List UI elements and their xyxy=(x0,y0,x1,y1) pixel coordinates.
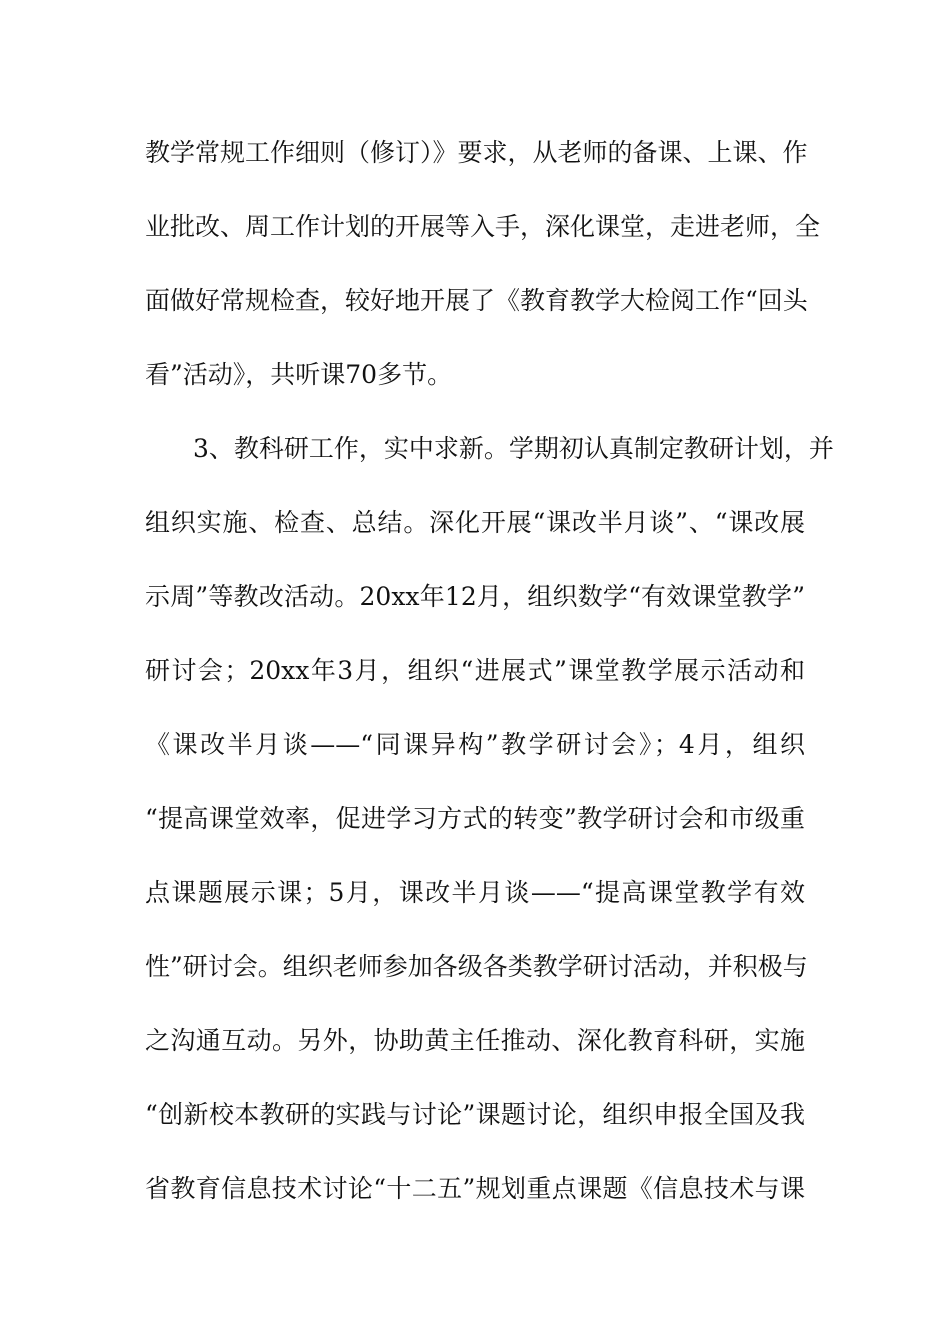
text-line-7: 示周”等教改活动。20xx年12月，组织数学“有效课堂教学” xyxy=(145,582,805,611)
text-line-6: 组织实施、检查、总结。深化开展“课改半月谈”、“课改展 xyxy=(145,508,805,537)
text-line-12: 性”研讨会。组织老师参加各级各类教学研讨活动，并积极与 xyxy=(145,952,808,981)
text-line-4: 看”活动》，共听课70多节。 xyxy=(145,360,453,389)
text-line-5: 3、教科研工作，实中求新。学期初认真制定教研计划，并 xyxy=(193,434,834,463)
text-line-3: 面做好常规检查，较好地开展了《教育教学大检阅工作“回头 xyxy=(145,286,808,315)
text-line-10: “提高课堂效率，促进学习方式的转变”教学研讨会和市级重 xyxy=(145,804,805,833)
text-line-14: “创新校本教研的实践与讨论”课题讨论，组织申报全国及我 xyxy=(145,1100,805,1129)
text-line-11: 点课题展示课；5月，课改半月谈——“提高课堂教学有效 xyxy=(145,878,805,907)
text-line-1: 教学常规工作细则（修订）》要求，从老师的备课、上课、作 xyxy=(145,138,808,167)
text-line-13: 之沟通互动。另外，协助黄主任推动、深化教育科研，实施 xyxy=(145,1026,805,1055)
text-line-2: 业批改、周工作计划的开展等入手，深化课堂，走进老师，全 xyxy=(145,212,821,241)
text-line-9: 《课改半月谈——“同课异构”教学研讨会》；4月，组织 xyxy=(145,730,805,759)
text-line-15: 省教育信息技术讨论“十二五”规划重点课题《信息技术与课 xyxy=(145,1174,805,1203)
text-line-8: 研讨会；20xx年3月，组织“进展式”课堂教学展示活动和 xyxy=(145,656,805,685)
